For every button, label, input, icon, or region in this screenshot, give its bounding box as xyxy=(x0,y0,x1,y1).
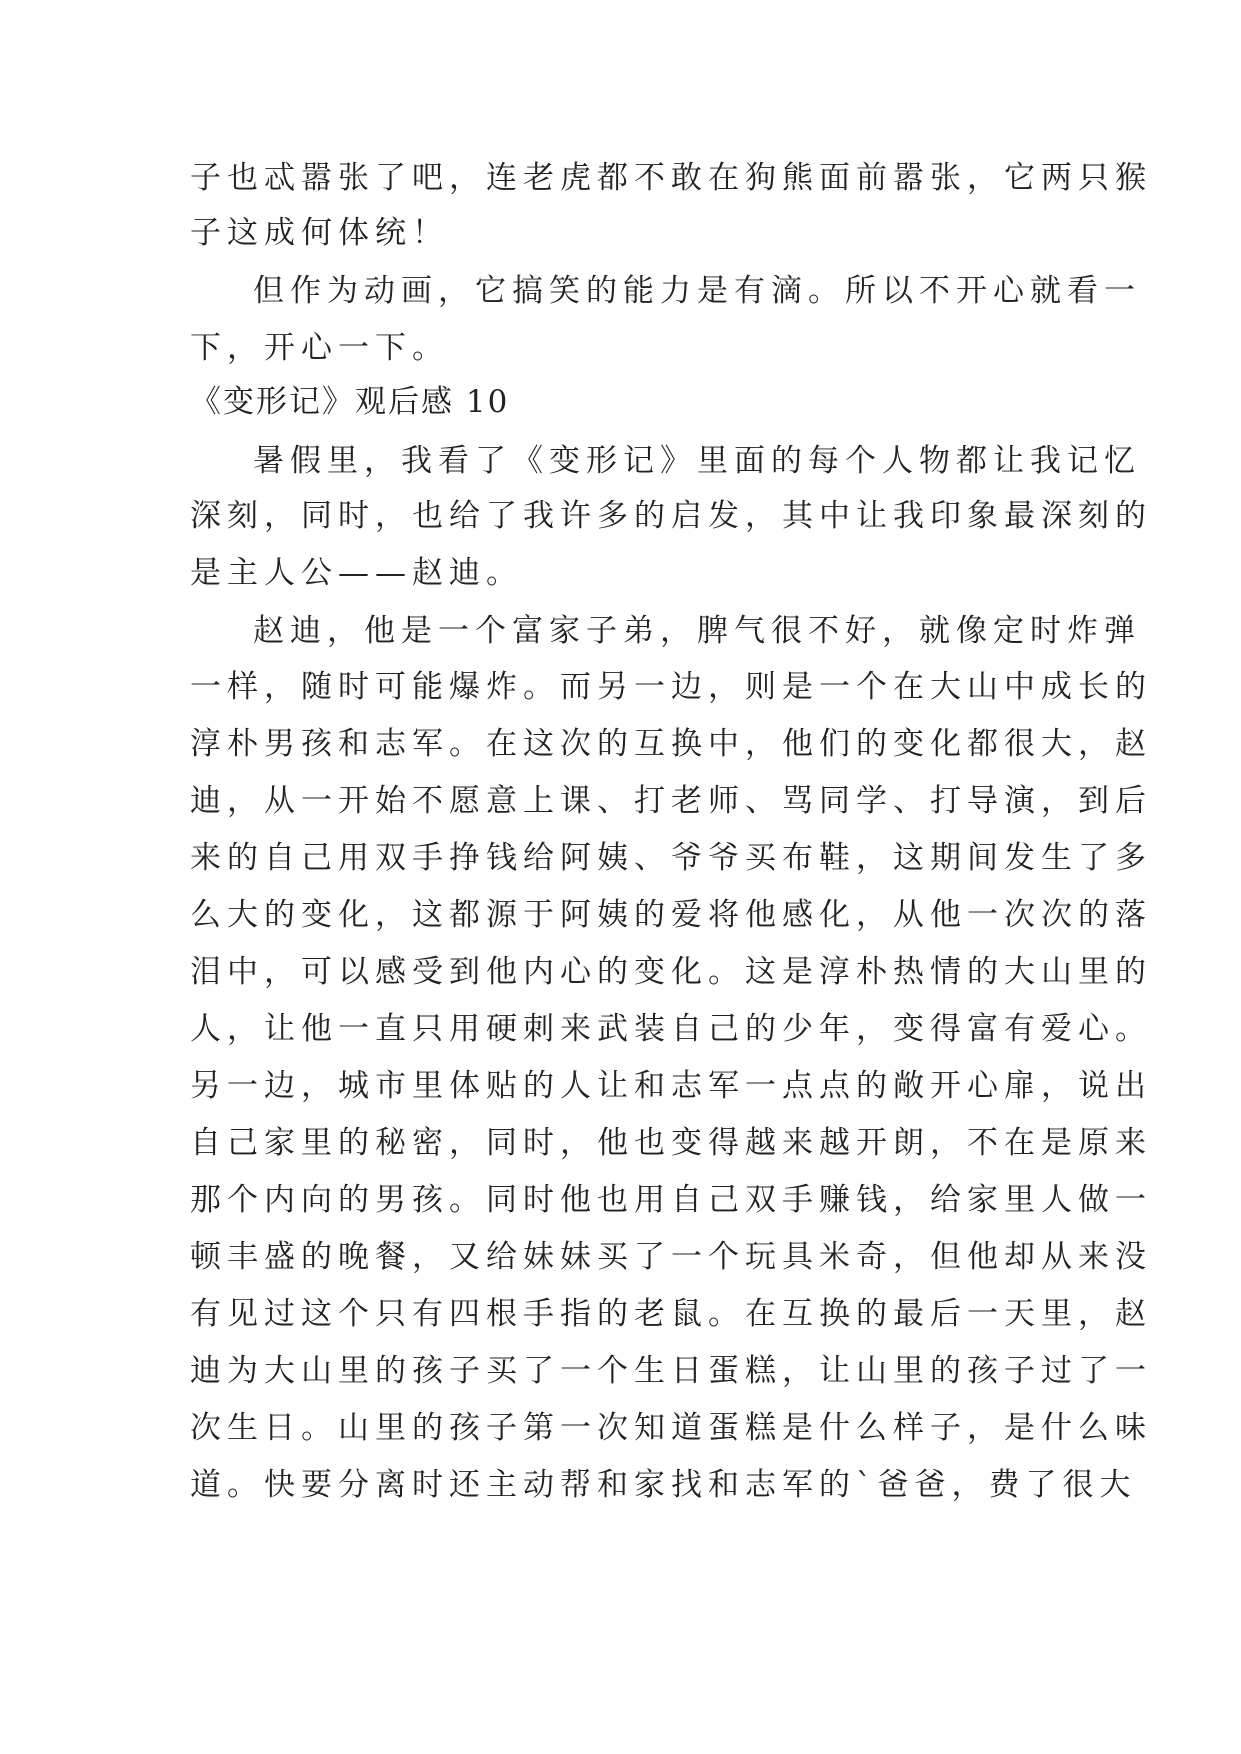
text-line: 深刻，同时，也给了我许多的启发，其中让我印象最深刻的 xyxy=(190,498,1152,534)
text-line: 次生日。山里的孩子第一次知道蛋糕是什么样子，是什么味 xyxy=(190,1410,1152,1446)
text-line: 子这成何体统！ xyxy=(190,215,449,251)
text-line: 一样，随时可能爆炸。而另一边，则是一个在大山中成长的 xyxy=(190,669,1152,705)
text-line: 子也忒嚣张了吧，连老虎都不敢在狗熊面前嚣张，它两只猴 xyxy=(190,160,1152,196)
paragraph-first-line: 赵迪，他是一个富家子弟，脾气很不好，就像定时炸弹 xyxy=(253,613,1141,649)
text-line: 另一边，城市里体贴的人让和志军一点点的敞开心扉，说出 xyxy=(190,1068,1152,1104)
text-line: 下，开心一下。 xyxy=(190,330,449,366)
text-line: 那个内向的男孩。同时他也用自己双手赚钱，给家里人做一 xyxy=(190,1182,1152,1218)
paragraph-first-line: 暑假里，我看了《变形记》里面的每个人物都让我记忆 xyxy=(253,443,1141,479)
text-line: 顿丰盛的晚餐，又给妹妹买了一个玩具米奇，但他却从来没 xyxy=(190,1239,1152,1275)
text-line: 泪中，可以感受到他内心的变化。这是淳朴热情的大山里的 xyxy=(190,954,1152,990)
section-heading: 《变形记》观后感 10 xyxy=(190,384,510,420)
text-line: 么大的变化，这都源于阿姨的爱将他感化，从他一次次的落 xyxy=(190,897,1152,933)
text-line: 是主人公——赵迪。 xyxy=(190,555,523,591)
text-line: 道。快要分离时还主动帮和家找和志军的`爸爸，费了很大 xyxy=(190,1467,1137,1503)
text-line: 淳朴男孩和志军。在这次的互换中，他们的变化都很大，赵 xyxy=(190,726,1152,762)
text-line: 迪，从一开始不愿意上课、打老师、骂同学、打导演，到后 xyxy=(190,783,1152,819)
text-line: 迪为大山里的孩子买了一个生日蛋糕，让山里的孩子过了一 xyxy=(190,1353,1152,1389)
text-line: 人，让他一直只用硬刺来武装自己的少年，变得富有爱心。 xyxy=(190,1011,1152,1047)
text-line: 有见过这个只有四根手指的老鼠。在互换的最后一天里，赵 xyxy=(190,1296,1152,1332)
text-line: 自己家里的秘密，同时，他也变得越来越开朗，不在是原来 xyxy=(190,1125,1152,1161)
paragraph-first-line: 但作为动画，它搞笑的能力是有滴。所以不开心就看一 xyxy=(253,273,1141,309)
text-line: 来的自己用双手挣钱给阿姨、爷爷买布鞋，这期间发生了多 xyxy=(190,840,1152,876)
